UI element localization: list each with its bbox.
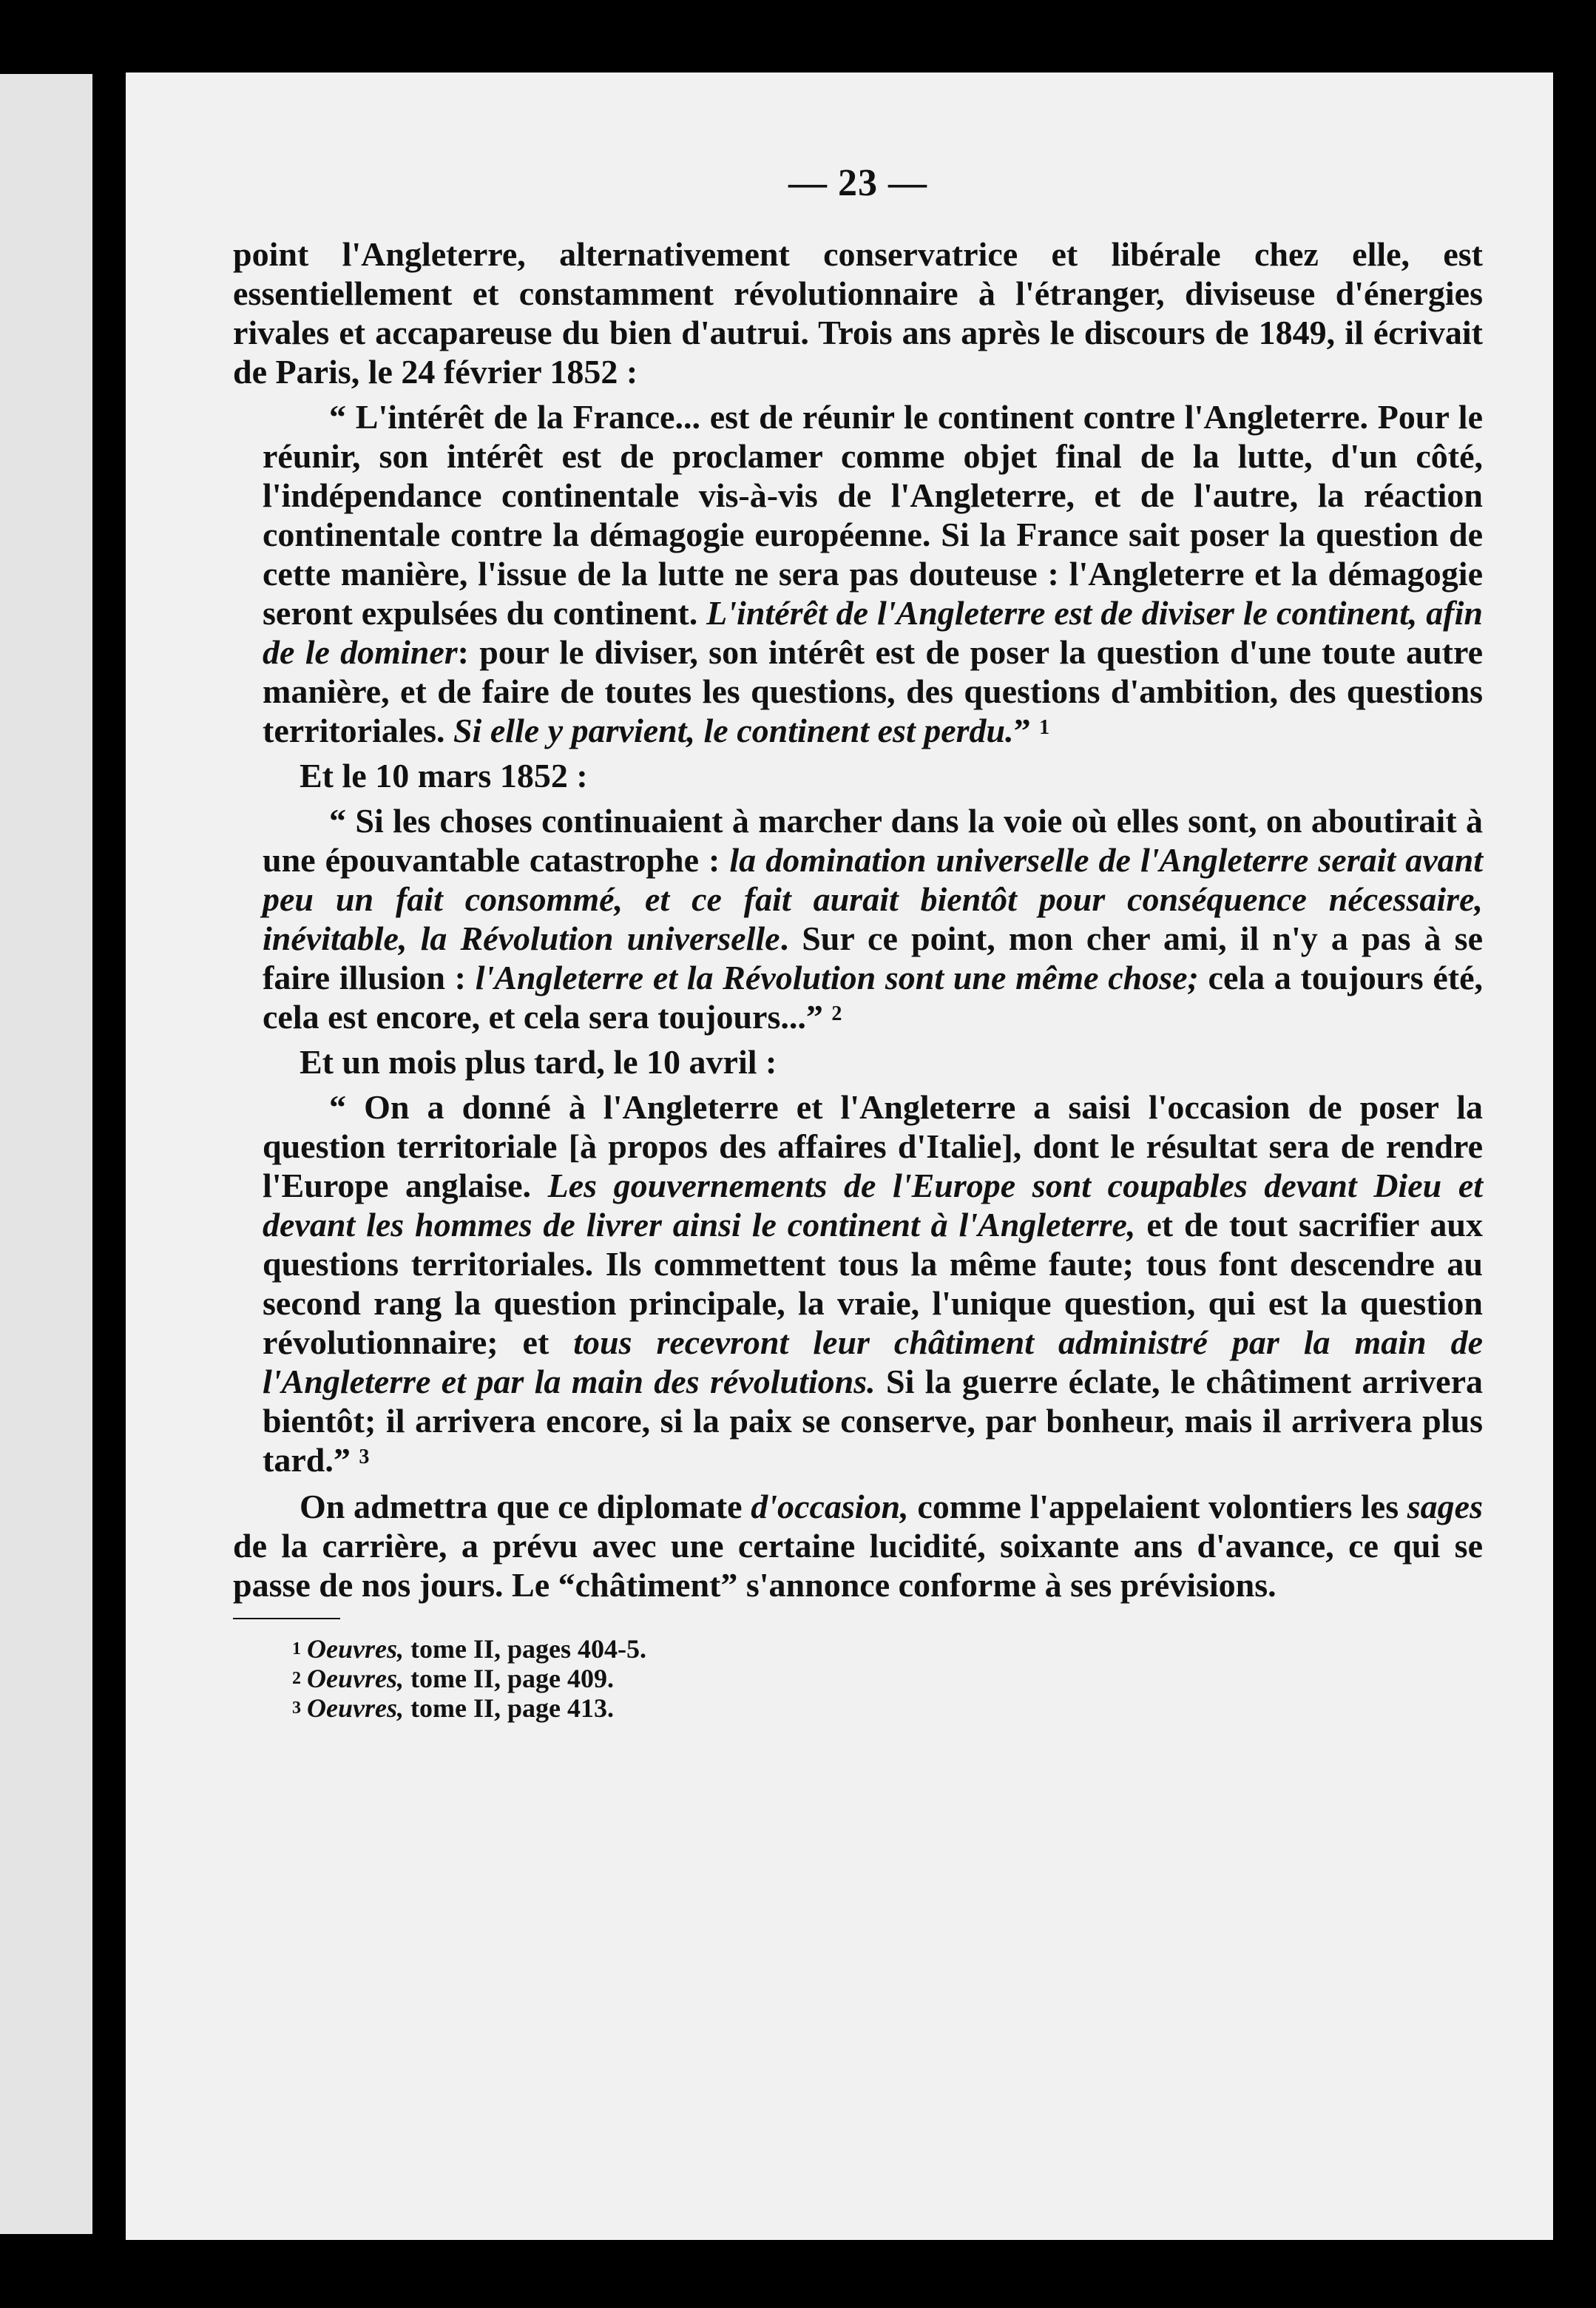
quote-2-text-2: . Sur ce point, mon cher ami, il n'y a pas à se faire illusion :	[263, 920, 1483, 996]
quote-1-text-1: “ L'intérêt de la France... est de réunir le continent contre l'Angleterre. Pour le réunir, son intérêt est de proclamer comme objet final de la lutte, d'un côté, l'indépendance continentale vis-à-vis de l'Angleterre, et de l'autre, la réaction continentale contre la démagogie européenne. Si la France sait poser la question de cette manière, l'issue de la lutte ne sera pas douteuse : l'Angleterre et la démagogie seront expulsées du continent.	[263, 398, 1483, 632]
footnote-2-detail: tome II, page 409.	[403, 1664, 614, 1693]
quote-3-italic-1: Les gouvernements de l'Europe sont coupables devant Dieu et devant les hommes de livrer ainsi le continent à l'Angleterre,	[263, 1167, 1484, 1244]
quote-1-text-2: : pour le diviser, son intérêt est de poser la question d'une toute autre manière, et de faire de toutes les questions, des questions d'ambition, des questions territoriales.	[263, 633, 1484, 749]
quote-1-italic-2: Si elle y parvient, le continent est perdu.	[453, 712, 1014, 749]
footnote-1	[233, 1634, 1483, 1664]
intro-2: Et le 10 mars 1852 :	[300, 757, 588, 794]
closing-italic-2: sages	[1407, 1488, 1483, 1525]
quote-3-italic-2: tous recevront leur châtiment administré par la main de l'Angleterre et par la main des révolutions.	[263, 1323, 1483, 1400]
footnote-3-number: 3	[292, 1698, 301, 1718]
quote-1-text-3: ”	[1013, 712, 1031, 749]
footnote-1-detail: tome II, pages 404-5.	[403, 1634, 646, 1664]
footnote-divider	[233, 1618, 340, 1619]
quote-3-text-2: et de tout sacrifier aux questions territoriales. Ils commettent tous la même faute; tous font descendre au second rang la question principale, la vraie, l'unique question, qui est la question révolutionnaire; et	[263, 1206, 1484, 1361]
closing-paragraph	[233, 1487, 1483, 1605]
page-text	[233, 161, 1483, 1723]
quote-2	[233, 801, 1483, 1036]
footnote-2	[233, 1664, 1483, 1693]
footnote-ref-1: 1	[1039, 716, 1050, 739]
quote-2-italic-1: la domination universelle de l'Angleterre serait avant peu un fait consommé, et ce fait aurait bientôt pour conséquence nécessaire, inévitable, la Révolution universelle	[263, 841, 1483, 957]
footnote-2-number: 2	[292, 1669, 301, 1688]
quote-2-text-1: “ Si les choses continuaient à marcher dans la voie où elles sont, on aboutirait à une épouvantable catastrophe :	[263, 802, 1483, 879]
footnote-1-source: Oeuvres,	[307, 1634, 404, 1664]
footnote-1-number: 1	[292, 1639, 301, 1659]
quote-3	[233, 1087, 1483, 1479]
footnote-3-source: Oeuvres,	[307, 1693, 404, 1723]
quote-2-text-3: cela a toujours été, cela est encore, et cela sera toujours...”	[263, 959, 1483, 1036]
paragraph-1: point l'Angleterre, alternativement conservatrice et libérale chez elle, est essentiellement et constamment révolutionnaire à l'étranger, diviseuse d'énergies rivales et accapareuse du bien d'autrui. Trois ans après le discours de 1849, il écrivait de Paris, le 24 février 1852 :	[233, 235, 1483, 391]
closing-italic-1: d'occasion,	[751, 1488, 909, 1525]
scanned-page	[126, 72, 1553, 2240]
adjacent-page-edge	[0, 74, 92, 2234]
quote-1	[233, 397, 1483, 750]
closing-text-3: de la carrière, a prévu avec une certaine lucidité, soixante ans d'avance, ce qui se passe de nos jours. Le “châtiment” s'annonce conforme à ses prévisions.	[233, 1527, 1483, 1604]
intro-3: Et un mois plus tard, le 10 avril :	[300, 1043, 777, 1081]
quote-1-italic-1: L'intérêt de l'Angleterre est de diviser le continent, afin de le dominer	[263, 594, 1483, 671]
footnote-3	[233, 1693, 1483, 1723]
footnote-ref-2: 2	[831, 1002, 842, 1025]
footnote-3-detail: tome II, page 413.	[403, 1693, 614, 1723]
closing-text-2: comme l'appelaient volontiers les	[908, 1488, 1407, 1525]
page-number: — 23 —	[788, 162, 927, 204]
closing-text-1: On admettra que ce diplomate	[300, 1488, 751, 1525]
footnote-ref-3: 3	[359, 1445, 370, 1468]
footnote-2-source: Oeuvres,	[307, 1664, 404, 1693]
quote-2-italic-2: l'Angleterre et la Révolution sont une même chose;	[475, 959, 1199, 996]
quote-3-text-3: Si la guerre éclate, le châtiment arrivera bientôt; il arrivera encore, si la paix se conserve, par bonheur, mais il arrivera plus tard.”	[263, 1363, 1483, 1479]
quote-3-text-1: “ On a donné à l'Angleterre et l'Angleterre a saisi l'occasion de poser la question territoriale [à propos des affaires d'Italie], dont le résultat sera de rendre l'Europe anglaise.	[263, 1088, 1483, 1204]
